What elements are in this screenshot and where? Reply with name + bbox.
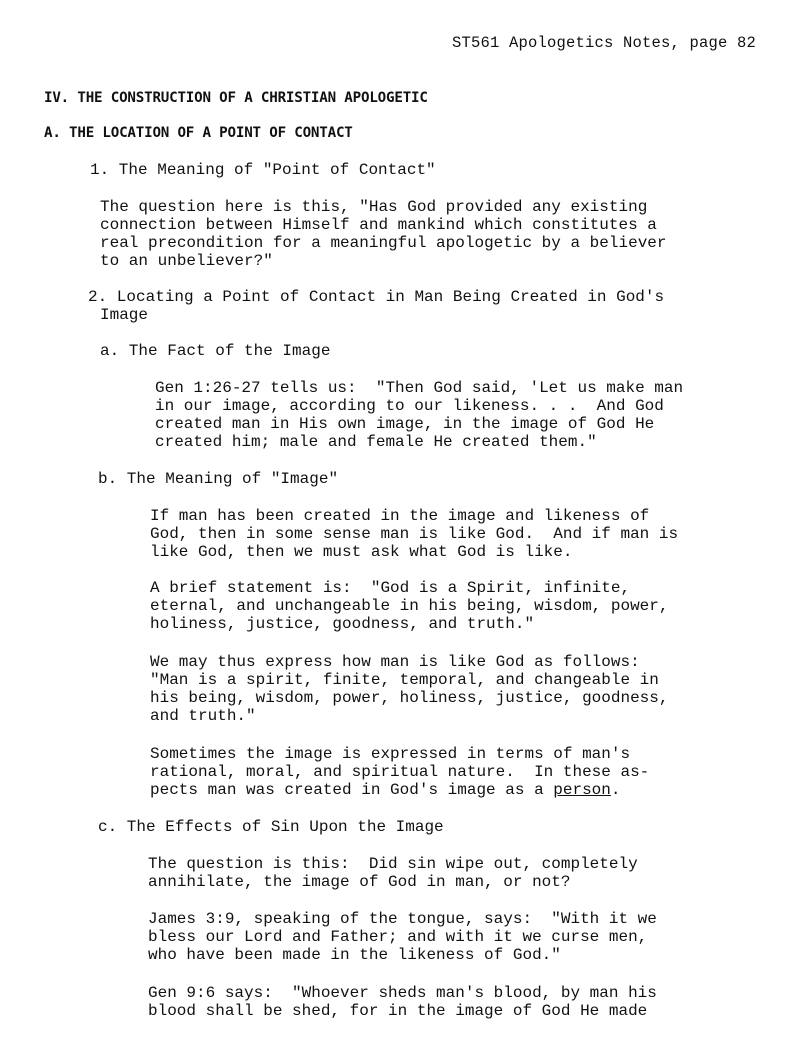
section-title: IV. THE CONSTRUCTION OF A CHRISTIAN APOLOGETIC [44, 90, 428, 106]
meaning-paragraph-4-text: Sometimes the image is expressed in terms of man's rational, moral, and spiritual nature. In these as- pects man was created in God's image as a [150, 745, 650, 799]
meaning-paragraph-4 [150, 745, 649, 799]
point-1-paragraph: The question here is this, "Has God provided any existing connection between Himself and mankind which constitutes a real precondition for a meaningful apologetic by a believer to an unbeliever?" [100, 198, 667, 270]
point-1-heading: 1. The Meaning of "Point of Contact" [90, 161, 436, 179]
meaning-paragraph-3: We may thus express how man is like God as follows: "Man is a spirit, finite, temporal, and changeable in his being, wisdom, power, holiness, justice, goodness, and truth." [150, 653, 669, 725]
effects-heading: c. The Effects of Sin Upon the Image [98, 818, 444, 836]
meaning-heading: b. The Meaning of "Image" [98, 470, 339, 488]
fact-paragraph: Gen 1:26-27 tells us: "Then God said, 'Let us make man in our image, according to our likeness. . . And God created man in His own image, in the image of God He created him; male and female He created them." [155, 379, 684, 451]
subsection-title: A. THE LOCATION OF A POINT OF CONTACT [44, 125, 353, 141]
effects-paragraph-1: The question is this: Did sin wipe out, completely annihilate, the image of God in man, or not? [148, 855, 638, 891]
fact-heading: a. The Fact of the Image [100, 342, 331, 360]
effects-paragraph-2: James 3:9, speaking of the tongue, says: "With it we bless our Lord and Father; and with it we curse men, who have been made in the likeness of God." [148, 910, 657, 964]
page-header: ST561 Apologetics Notes, page 82 [451, 34, 756, 52]
meaning-paragraph-1: If man has been created in the image and likeness of God, then in some sense man is like God. And if man is like God, then we must ask what God is like. [150, 507, 679, 561]
effects-paragraph-3: Gen 9:6 says: "Whoever sheds man's blood, by man his blood shall be shed, for in the image of God He made [148, 984, 657, 1020]
emphasis-person: person [553, 781, 611, 799]
meaning-paragraph-2: A brief statement is: "God is a Spirit, infinite, eternal, and unchangeable in his being, wisdom, power, holiness, justice, goodness, and truth." [150, 579, 669, 633]
point-2-heading-line-2: Image [100, 306, 149, 324]
meaning-paragraph-4-end: . [610, 781, 621, 799]
point-2-heading-line-1: 2. Locating a Point of Contact in Man Being Created in God's [88, 288, 665, 306]
